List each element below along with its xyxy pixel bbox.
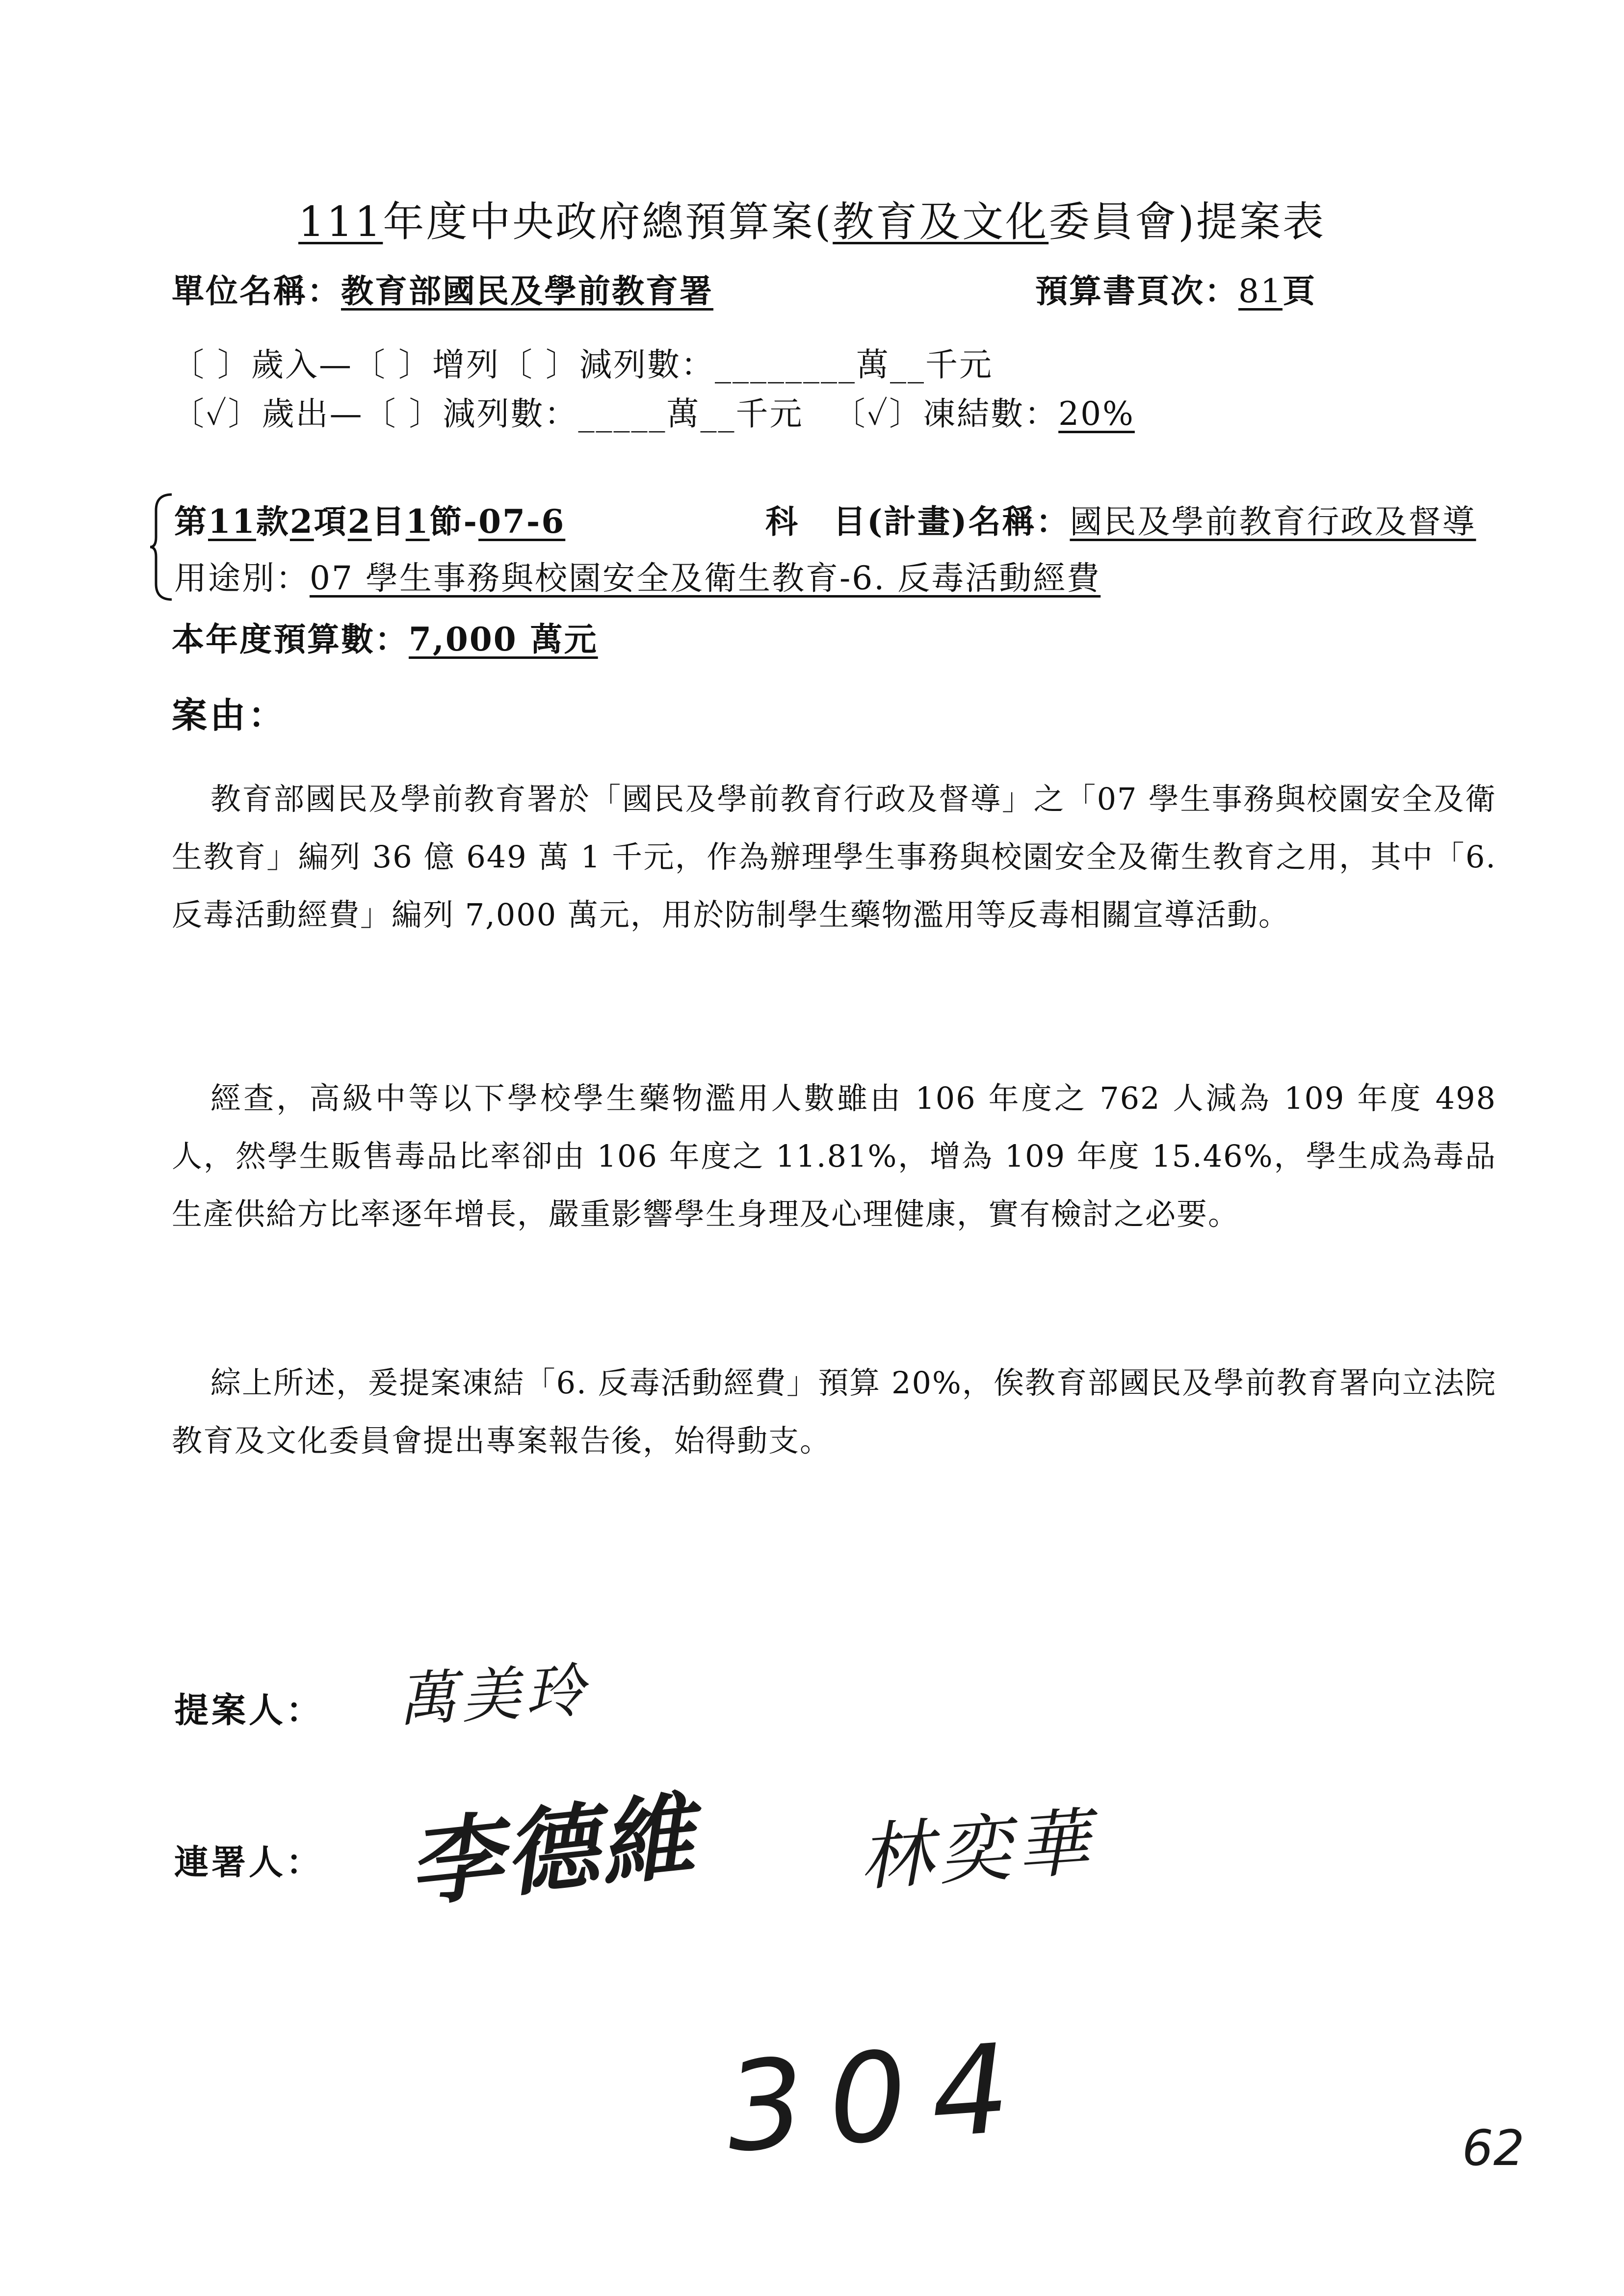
proposer-label: 提案人： [174, 1690, 323, 1730]
page-mark: 62 [1462, 2119, 1525, 2177]
subject-value: 國民及學前教育行政及督導 [1070, 503, 1476, 541]
section-code-row [174, 496, 565, 542]
mu-value: 2 [347, 502, 372, 541]
page-suffix: 頁 [1282, 272, 1316, 310]
paragraph-1: 教育部國民及學前教育署於「國民及學前教育行政及督導」之「07 學生事務與校園安全及衛生教育」編列 36 億 649 萬 1 千元，作為辦理學生事務與校園安全及衛生教育之用，其中「6. 反毒活動經費」編列 7,000 萬元，用於防制學生藥物濫用等反毒相關宣導活動。 [172, 781, 1496, 933]
usage-row [174, 552, 1100, 599]
cosigner-1-signature: 李德維 [403, 1781, 702, 1920]
expense-row [172, 388, 1135, 434]
handwritten-number: 304 [721, 2015, 1039, 2180]
page-title [0, 189, 1624, 248]
title-committee: 教育及文化 [833, 198, 1049, 246]
code-value: 07-6 [478, 502, 566, 541]
kuan-value: 11 [208, 502, 256, 541]
subject-row [765, 496, 1476, 542]
budget-row [172, 613, 598, 660]
budget-value: 7,000 萬元 [409, 620, 598, 658]
unit-value: 教育部國民及學前教育署 [341, 272, 713, 310]
jie-value: 1 [405, 502, 430, 541]
paragraph-2: 經查，高級中等以下學校學生藥物濫用人數雖由 106 年度之 762 人減為 109 年度 498 人，然學生販售毒品比率卻由 106 年度之 11.81%，增為 109 年度 15.46%，學生成為毒品生產供給方比率逐年增長，嚴重影響學生身理及心理健康，實有檢討之必要。 [172, 1080, 1496, 1232]
income-line: 〔 〕歲入—〔 〕增列〔 〕減列數：________萬__千元 [172, 346, 993, 384]
unit-row [172, 265, 713, 312]
title-pre: 年度中央政府總預算案( [383, 198, 833, 246]
title-post: 委員會)提案表 [1048, 198, 1326, 246]
cosigner-2-signature: 林奕華 [856, 1800, 1098, 1902]
subject-label: 科 目(計畫)名稱： [765, 502, 1070, 541]
proposer-signature: 萬美玲 [396, 1656, 591, 1735]
section-bracket [147, 491, 177, 603]
cosigner-label: 連署人： [174, 1842, 323, 1882]
unit-label: 單位名稱： [172, 272, 341, 310]
page-label: 預算書頁次： [1035, 272, 1238, 310]
kuan-label: 款 [256, 502, 290, 541]
jie-label: 節- [429, 502, 479, 541]
xiang-label: 項 [314, 502, 348, 541]
budget-label: 本年度預算數： [172, 620, 409, 658]
reason-heading: 案由： [172, 694, 287, 736]
usage-value: 07 學生事務與校園安全及衛生教育-6. 反毒活動經費 [310, 559, 1101, 597]
paragraph-3: 綜上所述，爰提案凍結「6. 反毒活動經費」預算 20%，俟教育部國民及學前教育署向立法院教育及文化委員會提出專案報告後，始得動支。 [172, 1365, 1496, 1459]
page-ref-row [1035, 265, 1316, 312]
freeze-value: 20% [1058, 395, 1135, 433]
freeze-label: 〔✓〕凍結數： [833, 395, 1059, 433]
expense-line: 〔✓〕歲出—〔 〕減列數：_____萬__千元 [172, 395, 804, 433]
usage-label: 用途別： [174, 559, 310, 597]
mu-label: 目 [371, 502, 406, 541]
title-year: 111 [298, 198, 383, 246]
section-prefix: 第 [174, 502, 208, 541]
xiang-value: 2 [289, 502, 314, 541]
page-value: 81 [1238, 272, 1283, 310]
